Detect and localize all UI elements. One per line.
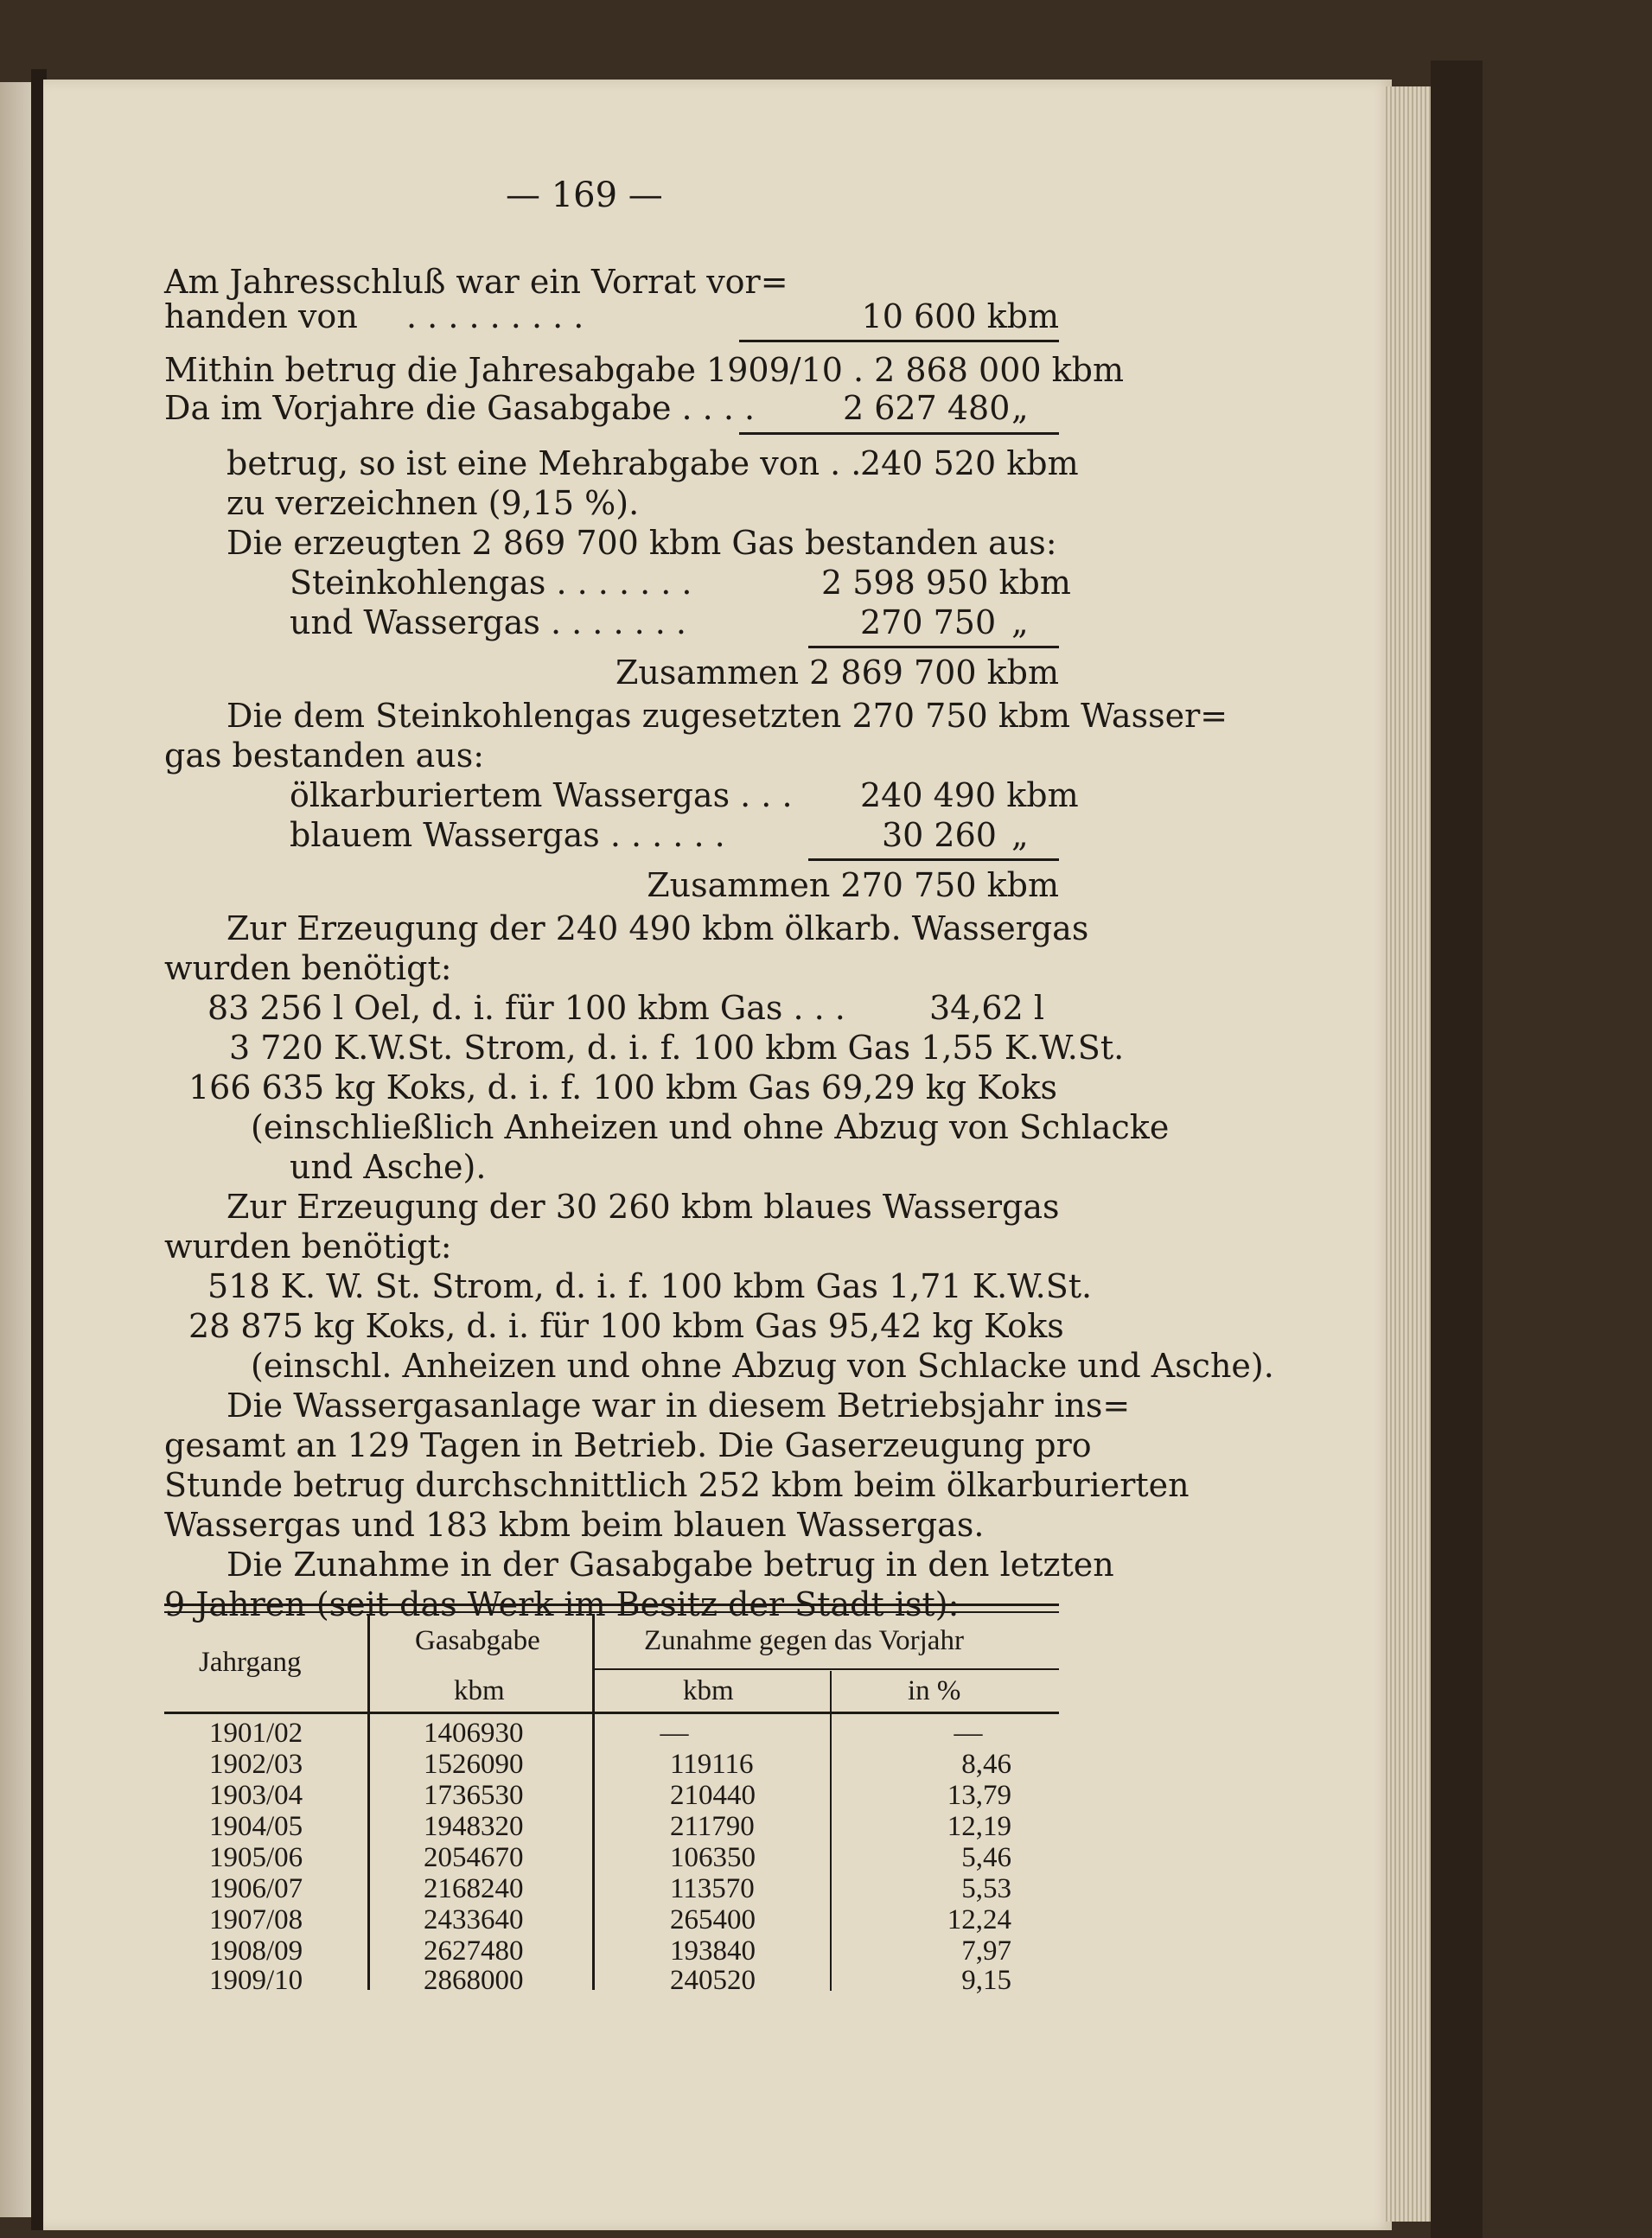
header-subrule <box>595 1668 1059 1670</box>
text-line: und Asche). <box>290 1148 487 1186</box>
value: 34,62 l <box>929 989 1045 1027</box>
table-row: 1905/06 2054670 106350 5,46 <box>209 1842 1011 1873</box>
header-jahrgang: Jahrgang <box>199 1647 302 1678</box>
text-line: Die dem Steinkohlengas zugesetzten 270 750 kbm Wasser= <box>226 697 1228 735</box>
value: 2 598 950 kbm <box>821 564 1071 602</box>
text-line: gesamt an 129 Tagen in Betrieb. Die Gaserzeugung pro <box>164 1426 1092 1464</box>
ditto-mark: „ <box>1011 603 1029 641</box>
text-line: Stunde betrug durchschnittlich 252 kbm beim ölkarburierten <box>164 1466 1190 1504</box>
text-line: 9 Jahren (seit das Werk im Besitz der Stadt ist): <box>164 1585 960 1623</box>
text-line: (einschl. Anheizen und ohne Abzug von Schlacke und Asche). <box>251 1347 1274 1385</box>
table-row: 1904/05 1948320 211790 12,19 <box>209 1811 1011 1842</box>
text-line: Mithin betrug die Jahresabgabe 1909/10 . 2 868 000 kbm <box>164 351 1125 389</box>
value: 240 520 kbm <box>860 444 1079 482</box>
text-line: handen von <box>164 297 358 335</box>
value: 240 490 kbm <box>860 776 1079 814</box>
text-line: Die Zunahme in der Gasabgabe betrug in den letzten <box>226 1546 1114 1584</box>
header-gasabgabe: Gasabgabe <box>415 1625 540 1656</box>
ditto-mark: „ <box>1011 389 1029 427</box>
header-gasabgabe-unit: kbm <box>454 1675 505 1706</box>
text-line: 3 720 K.W.St. Strom, d. i. f. 100 kbm Gas 1,55 K.W.St. <box>229 1029 1125 1067</box>
text-line: wurden benötigt: <box>164 1227 452 1266</box>
header-zunahme: Zunahme gegen das Vorjahr <box>644 1625 964 1656</box>
table-row: 1906/07 2168240 113570 5,53 <box>209 1873 1011 1904</box>
dot-leader: . . . . . . . . . <box>406 297 584 335</box>
text-line: betrug, so ist eine Mehrabgabe von . . <box>226 444 862 482</box>
page-edges <box>1383 86 1433 2222</box>
sum-rule <box>739 432 1059 435</box>
text-line: und Wassergas . . . . . . . <box>290 603 687 641</box>
table-row: 1908/09 2627480 193840 7,97 <box>209 1935 1011 1967</box>
book-cover <box>1431 61 1483 2238</box>
sum-rule <box>808 646 1059 648</box>
table-top-rule-2 <box>164 1611 1059 1613</box>
text-line: Die Wassergasanlage war in diesem Betriebsjahr ins= <box>226 1387 1131 1425</box>
sum-rule <box>808 858 1059 861</box>
text-line: Am Jahresschluß war ein Vorrat vor= <box>164 263 788 301</box>
text-line: wurden benötigt: <box>164 949 452 987</box>
text-line: Die erzeugten 2 869 700 kbm Gas bestanden aus: <box>226 524 1057 562</box>
table-row: 1907/08 2433640 265400 12,24 <box>209 1904 1011 1935</box>
text-line: ölkarburiertem Wassergas . . . <box>290 776 793 814</box>
table-top-rule <box>164 1604 1059 1606</box>
value: 10 600 kbm <box>861 297 1059 335</box>
text-line: 518 K. W. St. Strom, d. i. f. 100 kbm Gas 1,71 K.W.St. <box>207 1267 1093 1305</box>
header-zunahme-pct: in % <box>908 1675 961 1706</box>
text-line: gas bestanden aus: <box>164 736 485 775</box>
text-line: zu verzeichnen (9,15 %). <box>226 484 640 522</box>
value: 30 260 <box>882 816 997 854</box>
text-line: Zur Erzeugung der 240 490 kbm ölkarb. Wassergas <box>226 909 1089 947</box>
text-line: Da im Vorjahre die Gasabgabe . . . . <box>164 389 756 427</box>
table-row: 1903/04 1736530 210440 13,79 <box>209 1780 1011 1811</box>
text-line: Steinkohlengas . . . . . . . <box>290 564 692 602</box>
text-line: 28 875 kg Koks, d. i. für 100 kbm Gas 95,42 kg Koks <box>188 1307 1064 1345</box>
table-row: 1909/10 2868000 240520 9,15 <box>209 1965 1011 1996</box>
header-bottom-rule <box>164 1712 1059 1714</box>
page-number: — 169 — <box>506 175 663 215</box>
text-line: Wassergas und 183 kbm beim blauen Wassergas. <box>164 1506 985 1544</box>
ditto-mark: „ <box>1011 816 1029 854</box>
table-row: 1901/02 1406930 — — <box>209 1718 983 1749</box>
text-line: 83 256 l Oel, d. i. für 100 kbm Gas . . . <box>207 989 845 1027</box>
value: 270 750 <box>860 603 997 641</box>
gas-table <box>164 1604 1059 1996</box>
text-line: 166 635 kg Koks, d. i. f. 100 kbm Gas 69,29 kg Koks <box>188 1068 1057 1106</box>
sum-rule <box>739 340 1059 342</box>
header-zunahme-kbm: kbm <box>683 1675 734 1706</box>
text-line: blauem Wassergas . . . . . . <box>290 816 725 854</box>
text-line: (einschließlich Anheizen und ohne Abzug von Schlacke <box>251 1108 1170 1146</box>
subtotal: Zusammen 2 869 700 kbm <box>616 654 1059 692</box>
table-row: 1902/03 1526090 119116 8,46 <box>209 1749 1011 1780</box>
subtotal: Zusammen 270 750 kbm <box>647 866 1059 904</box>
text-line: Zur Erzeugung der 30 260 kbm blaues Wassergas <box>226 1188 1060 1226</box>
value: 2 627 480 <box>843 389 1011 427</box>
